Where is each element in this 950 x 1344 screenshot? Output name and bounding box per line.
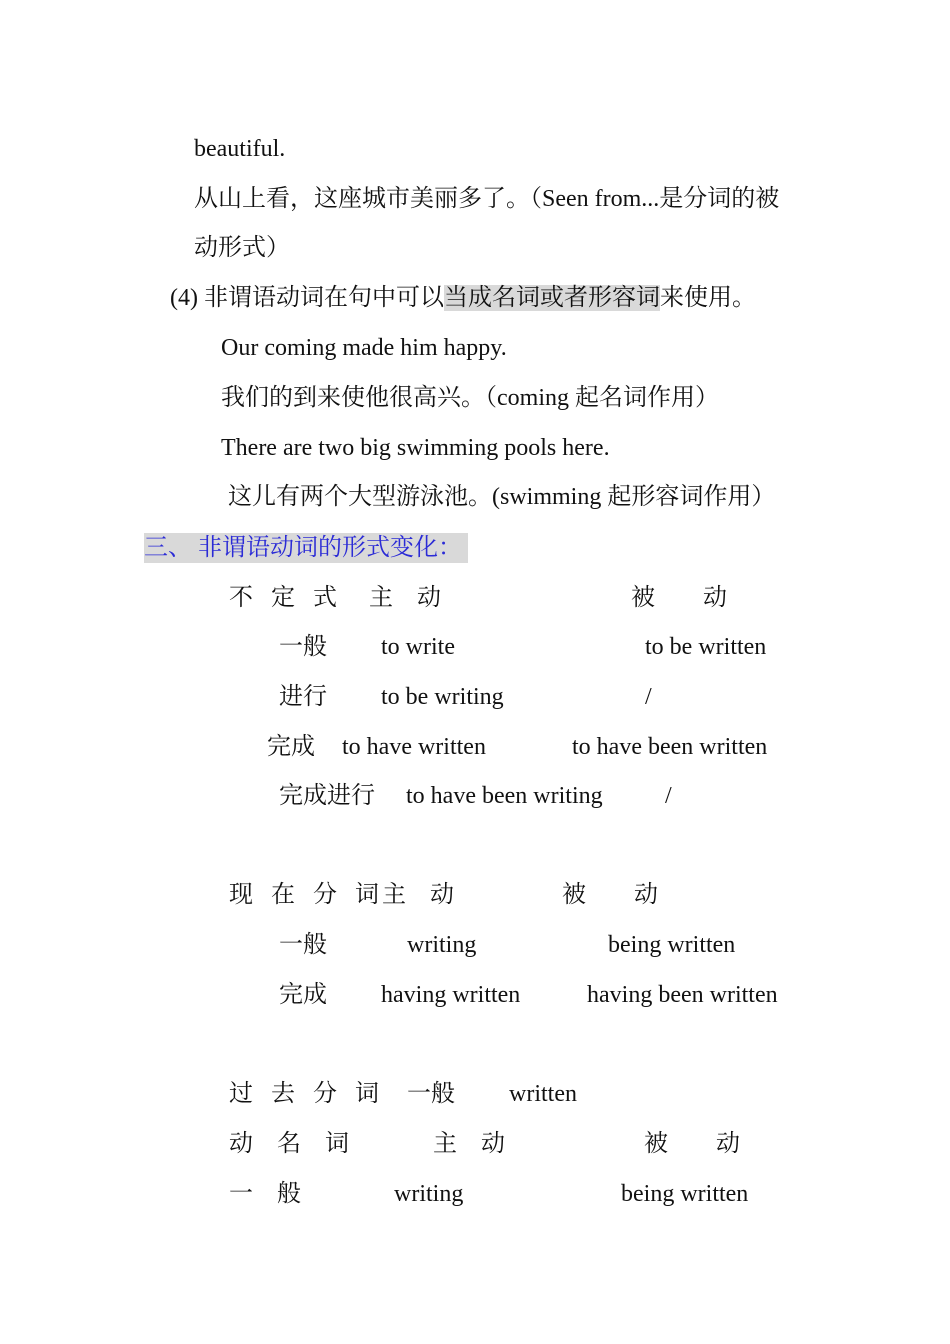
example-chinese-line-1: 从山上看，这座城市美丽多了。（Seen from...是分词的被 [194, 186, 780, 212]
present-participle-row-name: 完成 [279, 982, 327, 1008]
past-participle-form: written [509, 1081, 577, 1107]
past-participle-row-name: 一般 [407, 1081, 455, 1107]
infinitive-row-passive: to be written [645, 634, 767, 660]
present-participle-row-active: writing [407, 932, 477, 958]
point-4 [170, 283, 756, 313]
present-participle-row-active: having written [381, 982, 521, 1008]
infinitive-row-name: 完成 [267, 734, 315, 760]
section-3-heading: 三、 非谓语动词的形式变化： [144, 533, 468, 563]
present-participle-row-passive: being written [608, 932, 736, 958]
present-participle-label: 现 在 分 词 [229, 882, 385, 908]
point-4-suffix: 来使用。 [659, 285, 756, 311]
present-participle-row-name: 一般 [279, 932, 327, 958]
point-4-prefix: (4) 非谓语动词在句中可以 [170, 285, 444, 311]
infinitive-row-active: to write [381, 634, 455, 660]
infinitive-row-name: 完成进行 [279, 783, 375, 809]
present-participle-active-header: 主 动 [382, 882, 454, 908]
example-english-tail: beautiful. [194, 136, 286, 162]
gerund-row-name: 一 般 [229, 1181, 301, 1207]
example-4b-chinese: 这儿有两个大型游泳池。(swimming 起形容词作用） [228, 484, 776, 510]
gerund-label: 动 名 词 [229, 1131, 349, 1157]
infinitive-row-passive: / [665, 783, 672, 809]
point-4-highlight: 当成名词或者形容词 [443, 285, 660, 311]
gerund-row-passive: being written [621, 1181, 749, 1207]
gerund-passive-header: 被 动 [644, 1131, 740, 1157]
infinitive-row-passive: to have been written [572, 734, 768, 760]
example-4a-chinese: 我们的到来使他很高兴。（coming 起名词作用） [221, 385, 719, 411]
example-4b-english: There are two big swimming pools here. [221, 435, 610, 461]
past-participle-label: 过 去 分 词 [229, 1081, 385, 1107]
infinitive-row-active: to have written [342, 734, 486, 760]
present-participle-row-passive: having been written [587, 982, 778, 1008]
infinitive-label: 不 定 式 [229, 585, 343, 611]
infinitive-passive-header: 被 动 [631, 585, 727, 611]
infinitive-row-active: to be writing [381, 684, 504, 710]
infinitive-row-name: 一般 [279, 634, 327, 660]
present-participle-passive-header: 被 动 [562, 882, 658, 908]
infinitive-row-passive: / [645, 684, 652, 710]
gerund-row-active: writing [394, 1181, 464, 1207]
example-4a-english: Our coming made him happy. [221, 335, 507, 361]
gerund-active-header: 主 动 [433, 1131, 505, 1157]
infinitive-active-header: 主 动 [369, 585, 441, 611]
infinitive-row-active: to have been writing [406, 783, 603, 809]
infinitive-row-name: 进行 [279, 684, 327, 710]
example-chinese-line-2: 动形式） [194, 235, 290, 261]
